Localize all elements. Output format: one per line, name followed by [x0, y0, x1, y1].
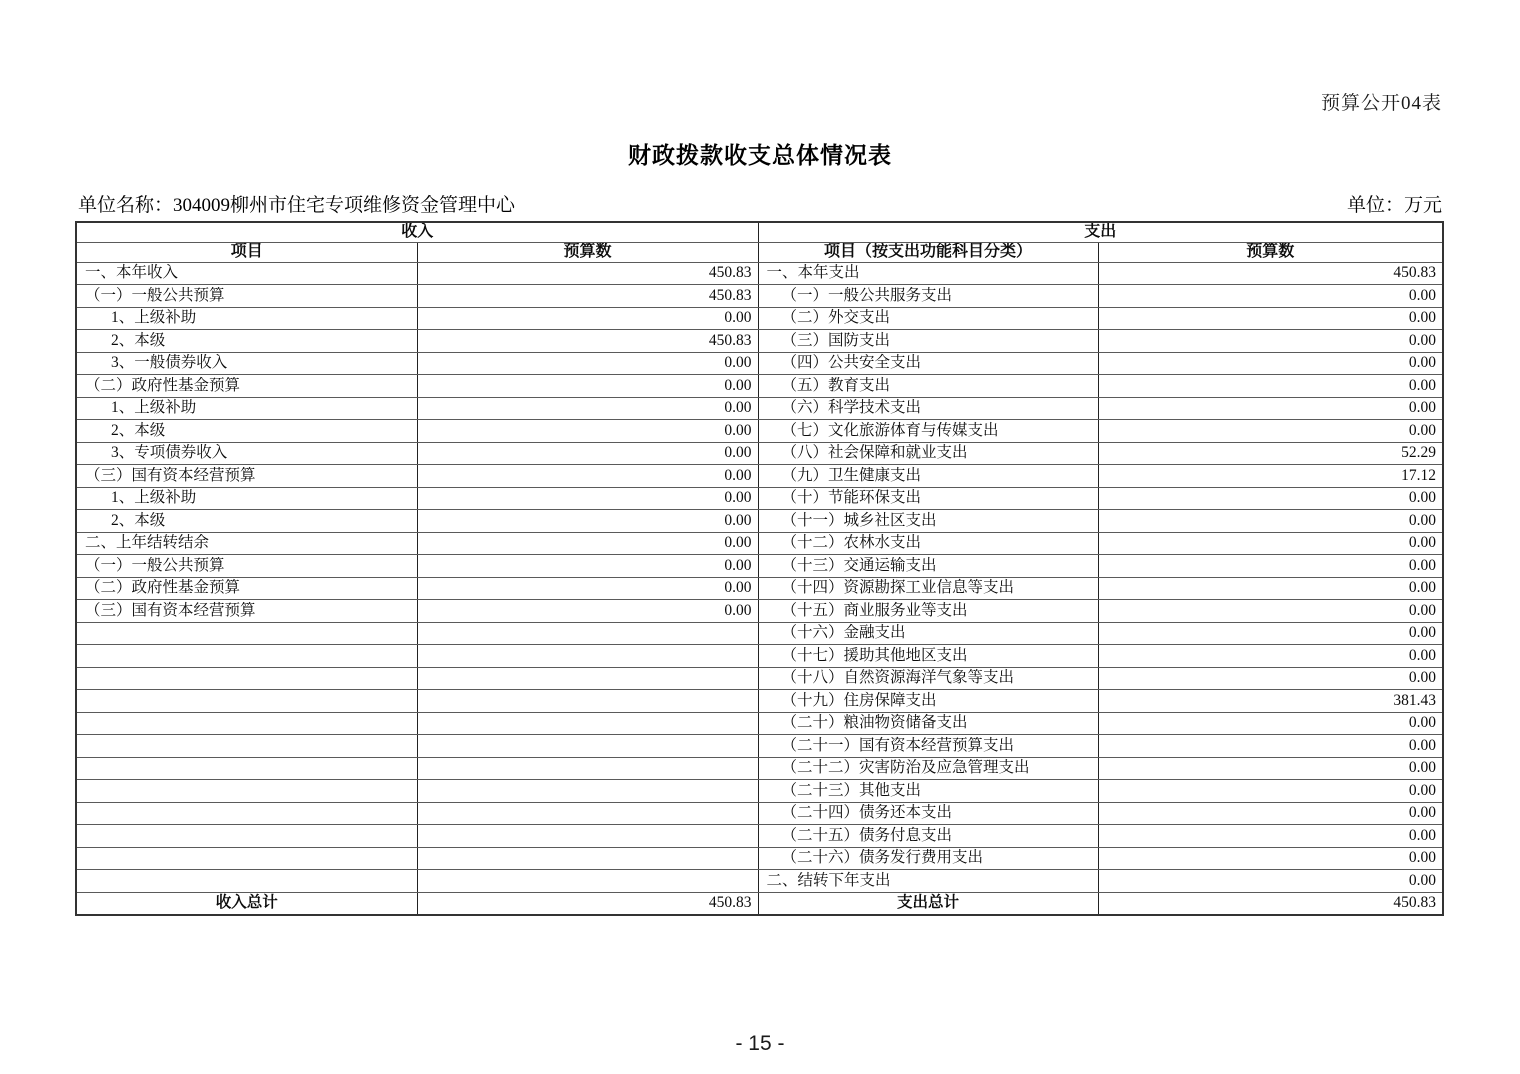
expense-item-value: 450.83 [1098, 262, 1443, 285]
income-item-value: 0.00 [417, 375, 758, 398]
table-row [76, 465, 1443, 488]
expense-item-label: （六）科学技术支出 [758, 397, 1098, 420]
income-item-value: 0.00 [417, 420, 758, 443]
expense-item-value: 0.00 [1098, 780, 1443, 803]
table-row [76, 757, 1443, 780]
income-item-label [76, 847, 417, 870]
income-item-label: （一）一般公共预算 [76, 285, 417, 308]
expense-item-value: 52.29 [1098, 442, 1443, 465]
income-item-value [417, 780, 758, 803]
budget-table [75, 221, 1444, 916]
income-item-value: 450.83 [417, 262, 758, 285]
table-row [76, 375, 1443, 398]
income-item-value [417, 735, 758, 758]
page-title: 财政拨款收支总体情况表 [628, 143, 892, 168]
income-item-label [76, 690, 417, 713]
expense-total-label: 支出总计 [758, 892, 1098, 915]
income-item-label: 2、本级 [76, 420, 417, 443]
unit-of-measure-label: 单位：万元 [1346, 195, 1442, 216]
income-item-label [76, 645, 417, 668]
income-total-value: 450.83 [417, 892, 758, 915]
income-item-value: 450.83 [417, 330, 758, 353]
expense-item-label: （二十六）债务发行费用支出 [758, 847, 1098, 870]
table-row [76, 667, 1443, 690]
income-item-value: 0.00 [417, 532, 758, 555]
income-item-column-header: 项目 [76, 242, 417, 262]
income-item-value: 0.00 [417, 307, 758, 330]
expense-item-value: 0.00 [1098, 870, 1443, 893]
income-item-label: 1、上级补助 [76, 487, 417, 510]
expense-item-value: 0.00 [1098, 735, 1443, 758]
expense-item-label: （十七）援助其他地区支出 [758, 645, 1098, 668]
income-item-value [417, 712, 758, 735]
expense-item-label: （十五）商业服务业等支出 [758, 600, 1098, 623]
expenditure-budget-column-header: 预算数 [1098, 242, 1443, 262]
expense-item-label: （二十二）灾害防治及应急管理支出 [758, 757, 1098, 780]
income-section-header: 收入 [76, 222, 758, 242]
expense-item-label: （十一）城乡社区支出 [758, 510, 1098, 533]
income-item-label: 一、本年收入 [76, 262, 417, 285]
income-item-label [76, 667, 417, 690]
income-item-label [76, 802, 417, 825]
section-header-row [76, 222, 1443, 242]
income-item-label [76, 622, 417, 645]
expense-item-value: 0.00 [1098, 712, 1443, 735]
expense-item-value: 0.00 [1098, 802, 1443, 825]
table-row [76, 487, 1443, 510]
income-item-value [417, 645, 758, 668]
expense-item-value: 0.00 [1098, 420, 1443, 443]
expense-item-value: 0.00 [1098, 622, 1443, 645]
table-row [76, 532, 1443, 555]
income-item-value: 0.00 [417, 465, 758, 488]
income-item-value: 0.00 [417, 555, 758, 578]
income-item-label: （三）国有资本经营预算 [76, 465, 417, 488]
income-item-value [417, 757, 758, 780]
income-item-value [417, 870, 758, 893]
table-row [76, 690, 1443, 713]
table-row [76, 735, 1443, 758]
column-header-row [76, 242, 1443, 262]
table-row [76, 397, 1443, 420]
expense-item-value: 0.00 [1098, 645, 1443, 668]
expense-item-value: 0.00 [1098, 330, 1443, 353]
expense-item-value: 381.43 [1098, 690, 1443, 713]
income-item-value [417, 802, 758, 825]
expense-item-label: （二十）粮油物资储备支出 [758, 712, 1098, 735]
table-row [76, 262, 1443, 285]
expense-item-label: （五）教育支出 [758, 375, 1098, 398]
expense-item-label: （二十五）债务付息支出 [758, 825, 1098, 848]
expense-item-label: （二十四）债务还本支出 [758, 802, 1098, 825]
expense-item-value: 0.00 [1098, 577, 1443, 600]
expense-item-label: （七）文化旅游体育与传媒支出 [758, 420, 1098, 443]
expense-item-label: （十二）农林水支出 [758, 532, 1098, 555]
table-row [76, 510, 1443, 533]
table-row [76, 645, 1443, 668]
income-item-value: 0.00 [417, 600, 758, 623]
expense-item-value: 0.00 [1098, 555, 1443, 578]
expense-item-label: （十）节能环保支出 [758, 487, 1098, 510]
expense-item-label: （十六）金融支出 [758, 622, 1098, 645]
income-item-value: 0.00 [417, 487, 758, 510]
income-item-label [76, 870, 417, 893]
table-row [76, 442, 1443, 465]
expense-item-label: （十八）自然资源海洋气象等支出 [758, 667, 1098, 690]
expense-total-value: 450.83 [1098, 892, 1443, 915]
unit-name-label: 单位名称：304009柳州市住宅专项维修资金管理中心 [78, 195, 516, 216]
income-item-label: 2、本级 [76, 510, 417, 533]
form-code-label: 预算公开04表 [1320, 93, 1442, 114]
expense-item-label: （十九）住房保障支出 [758, 690, 1098, 713]
expense-item-label: （二十一）国有资本经营预算支出 [758, 735, 1098, 758]
expense-item-label: 一、本年支出 [758, 262, 1098, 285]
table-row [76, 555, 1443, 578]
table-row [76, 330, 1443, 353]
table-row [76, 622, 1443, 645]
expense-item-value: 0.00 [1098, 757, 1443, 780]
table-row [76, 712, 1443, 735]
income-item-label: 3、专项债券收入 [76, 442, 417, 465]
expense-item-value: 0.00 [1098, 600, 1443, 623]
income-item-label: （二）政府性基金预算 [76, 577, 417, 600]
expense-item-value: 17.12 [1098, 465, 1443, 488]
income-budget-column-header: 预算数 [417, 242, 758, 262]
income-item-label: （一）一般公共预算 [76, 555, 417, 578]
expense-item-value: 0.00 [1098, 352, 1443, 375]
meta-line [78, 190, 1442, 216]
expense-item-value: 0.00 [1098, 847, 1443, 870]
expense-item-label: （三）国防支出 [758, 330, 1098, 353]
expense-item-value: 0.00 [1098, 307, 1443, 330]
income-item-value [417, 690, 758, 713]
income-item-label: （三）国有资本经营预算 [76, 600, 417, 623]
expense-item-value: 0.00 [1098, 667, 1443, 690]
table-row [76, 847, 1443, 870]
expense-item-label: （二十三）其他支出 [758, 780, 1098, 803]
table-body [76, 262, 1443, 915]
expense-item-value: 0.00 [1098, 510, 1443, 533]
expense-item-label: （九）卫生健康支出 [758, 465, 1098, 488]
expenditure-item-column-header: 项目（按支出功能科目分类） [758, 242, 1098, 262]
expense-item-label: （四）公共安全支出 [758, 352, 1098, 375]
income-item-value [417, 847, 758, 870]
income-item-label: 2、本级 [76, 330, 417, 353]
expense-item-label: （八）社会保障和就业支出 [758, 442, 1098, 465]
expense-item-value: 0.00 [1098, 532, 1443, 555]
income-item-label [76, 735, 417, 758]
income-item-label [76, 780, 417, 803]
table-row [76, 870, 1443, 893]
expense-item-label: （二）外交支出 [758, 307, 1098, 330]
income-item-value: 0.00 [417, 352, 758, 375]
income-item-value [417, 622, 758, 645]
income-item-value: 450.83 [417, 285, 758, 308]
total-row [76, 892, 1443, 915]
income-item-value: 0.00 [417, 442, 758, 465]
income-item-value: 0.00 [417, 510, 758, 533]
income-item-label: 1、上级补助 [76, 307, 417, 330]
table-row [76, 352, 1443, 375]
income-total-label: 收入总计 [76, 892, 417, 915]
income-item-label: 二、上年结转结余 [76, 532, 417, 555]
income-item-label [76, 712, 417, 735]
table-row [76, 600, 1443, 623]
expense-item-value: 0.00 [1098, 285, 1443, 308]
table-row [76, 577, 1443, 600]
expense-item-label: （十四）资源勘探工业信息等支出 [758, 577, 1098, 600]
expense-item-label: 二、结转下年支出 [758, 870, 1098, 893]
expense-item-value: 0.00 [1098, 375, 1443, 398]
table-row [76, 825, 1443, 848]
income-item-label: 3、一般债券收入 [76, 352, 417, 375]
income-item-value: 0.00 [417, 577, 758, 600]
expense-item-label: （一）一般公共服务支出 [758, 285, 1098, 308]
expense-item-label: （十三）交通运输支出 [758, 555, 1098, 578]
table-row [76, 780, 1443, 803]
expenditure-section-header: 支出 [758, 222, 1443, 242]
income-item-label: （二）政府性基金预算 [76, 375, 417, 398]
income-item-value: 0.00 [417, 397, 758, 420]
table-row [76, 420, 1443, 443]
income-item-value [417, 825, 758, 848]
income-item-label [76, 825, 417, 848]
expense-item-value: 0.00 [1098, 487, 1443, 510]
table-row [76, 802, 1443, 825]
income-item-label: 1、上级补助 [76, 397, 417, 420]
income-item-value [417, 667, 758, 690]
expense-item-value: 0.00 [1098, 397, 1443, 420]
table-row [76, 285, 1443, 308]
income-item-label [76, 757, 417, 780]
expense-item-value: 0.00 [1098, 825, 1443, 848]
page-number: - 15 - [735, 1032, 785, 1055]
table-row [76, 307, 1443, 330]
